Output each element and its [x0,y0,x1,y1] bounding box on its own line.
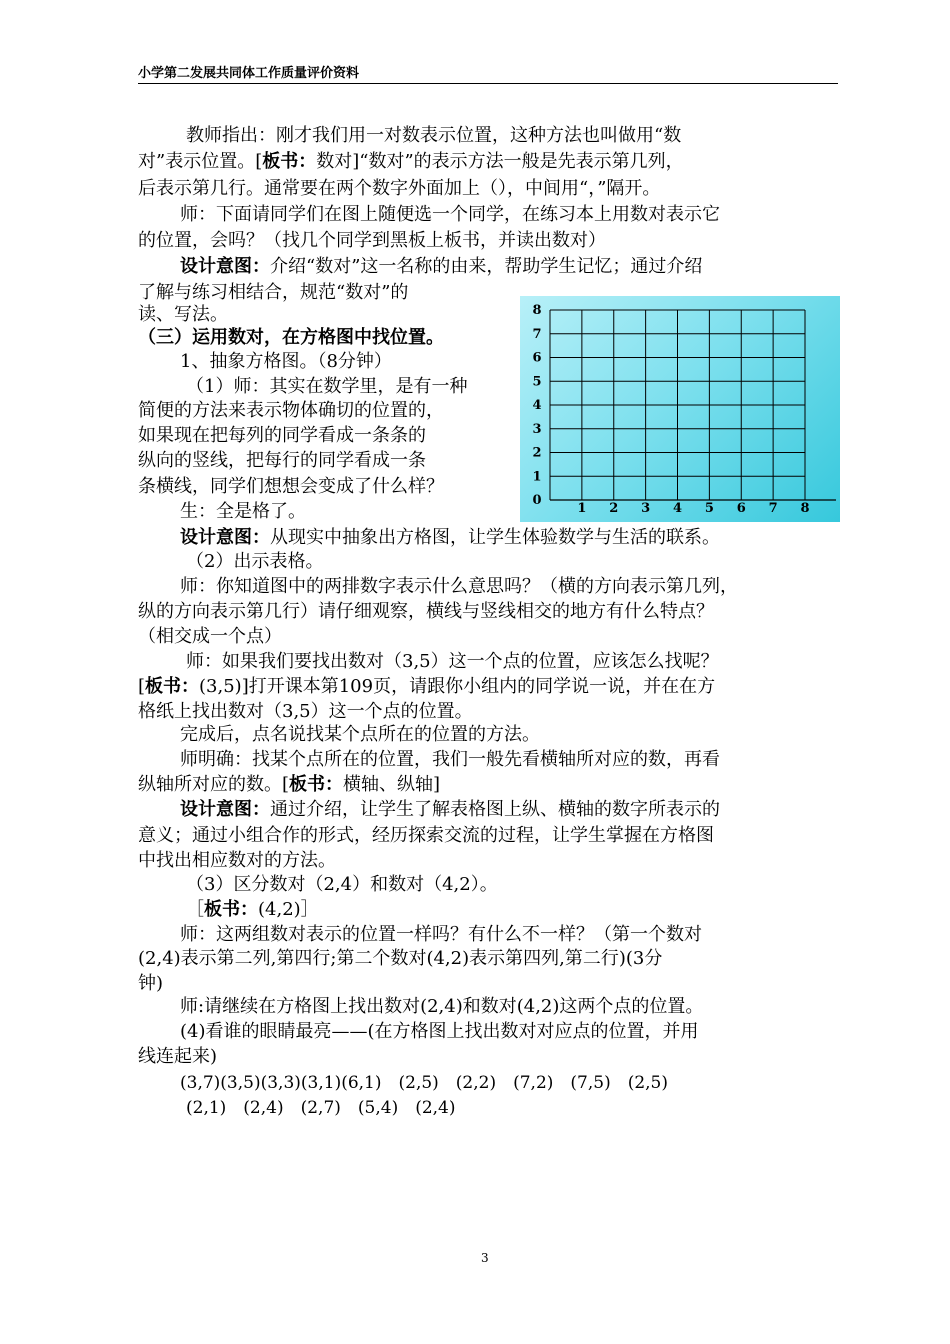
text-line: 简便的方法来表示物体确切的位置的， [138,400,444,421]
text-line: 后表示第几行。通常要在两个数字外面加上（），中间用“，”隔开。 [138,178,661,199]
text-line: 如果现在把每列的同学看成一条条的 [138,425,426,446]
text-line: 对”表示位置。[板书：数对]“数对”的表示方法一般是先表示第几列， [138,151,684,172]
text-line: 钟) [138,973,164,994]
section-heading: （三）运用数对，在方格图中找位置。 [138,327,444,348]
blackboard-label: 板书： [204,899,258,920]
text-line: 生：全是格了。 [180,501,306,522]
text-line: 设计意图：从现实中抽象出方格图，让学生体验数学与生活的联系。 [180,527,720,548]
text-line: (4)看谁的眼睛最亮——(在方格图上找出数对对应点的位置，并用 [180,1021,699,1042]
text-line: 师:请继续在方格图上找出数对(2,4)和数对(4,2)这两个点的位置。 [180,996,704,1017]
blackboard-label: 板书： [145,676,200,697]
page-number: 3 [481,1251,489,1265]
text-line: 纵的方向表示第几行）请仔细观察，横线与竖线相交的地方有什么特点？ [138,601,714,622]
text-line: 师明确：找某个点所在的位置，我们一般先看横轴所对应的数，再看 [180,749,720,770]
text-line: 师：这两组数对表示的位置一样吗？有什么不一样？（第一个数对 [180,924,702,945]
subsection-title: 1、抽象方格图。（8分钟） [180,351,392,372]
text-line: 完成后，点名说找某个点所在的位置的方法。 [180,724,540,745]
y-tick-label: 8 [532,303,542,318]
y-tick-label: 1 [532,469,542,485]
text-line: 设计意图：介绍“数对”这一名称的由来，帮助学生记忆；通过介绍 [180,256,703,277]
design-intent-label: 设计意图： [180,799,270,820]
x-tick-label: 4 [672,501,683,516]
subsection-title: （2）出示表格。 [186,551,324,572]
coordinate-grid [520,296,840,522]
x-tick-label: 0 [532,493,542,508]
text-line: [板书：(3,5)]打开课本第109页，请跟你小组内的同学说一说，并在在方 [138,676,716,697]
y-tick-label: 2 [532,445,542,461]
coordinate-list: (2,1) (2,4) (2,7) (5,4) (2,4) [186,1098,456,1118]
header-rule [138,83,838,84]
y-tick-label: 5 [532,374,542,390]
text-line: 师：如果我们要找出数对（3,5）这一个点的位置，应该怎么找呢？ [186,651,719,672]
text-line: 师：下面请同学们在图上随便选一个同学，在练习本上用数对表示它 [180,204,720,225]
text-line: （1）师：其实在数学里，是有一种 [186,376,468,397]
coordinate-list: (3,7)(3,5)(3,3)(3,1)(6,1) (2,5) (2,2) (7,2) (7,5) (2,5) [180,1073,669,1093]
text-line: 了解与练习相结合，规范“数对”的 [138,282,409,303]
design-intent-label: 设计意图： [180,256,270,277]
y-tick-label: 7 [532,326,542,342]
x-tick-label: 6 [736,501,746,516]
page-header: 小学第二发展共同体工作质量评价资料 [138,66,360,81]
y-tick-label: 3 [532,421,542,437]
text-line: 读、写法。 [138,304,228,325]
coordinate-grid-figure [520,296,840,522]
x-tick-label: 2 [609,501,619,516]
text-line: 纵向的竖线，把每行的同学看成一条 [138,450,426,471]
y-tick-label: 4 [532,398,542,413]
text-line: 设计意图：通过介绍，让学生了解表格图上纵、横轴的数字所表示的 [180,799,720,820]
text-line: （相交成一个点） [138,626,282,647]
text-line: 纵轴所对应的数。[板书：横轴、纵轴] [138,774,441,795]
design-intent-label: 设计意图： [180,527,270,548]
text-line: 师：你知道图中的两排数字表示什么意思吗？（横的方向表示第几列， [180,576,738,597]
text-line: 线连起来) [138,1046,218,1067]
text-line: 意义；通过小组合作的形式，经历探索交流的过程，让学生掌握在方格图 [138,825,714,846]
x-tick-label: 3 [641,501,651,516]
x-tick-label: 7 [768,501,778,516]
blackboard-note: ［板书：(4,2)］ [186,899,319,920]
x-tick-label: 5 [704,501,714,516]
text-line: (2,4)表示第二列,第四行;第二个数对(4,2)表示第四列,第二行)(3分 [138,948,663,969]
subsection-title: （3）区分数对（2,4）和数对（4,2）。 [186,874,498,895]
text-line: 教师指出：刚才我们用一对数表示位置，这种方法也叫做用“数 [186,125,682,146]
x-tick-label: 8 [800,501,810,516]
text-line: 条横线，同学们想想会变成了什么样？ [138,476,444,497]
text-line: 的位置，会吗？（找几个同学到黑板上板书，并读出数对） [138,230,606,251]
blackboard-label: 板书： [262,151,317,172]
text-line: 格纸上找出数对（3,5）这一个点的位置。 [138,701,473,722]
text-line: 中找出相应数对的方法。 [138,850,336,871]
blackboard-label: 板书： [289,774,344,795]
x-tick-label: 1 [577,501,587,516]
y-tick-label: 6 [532,350,542,366]
